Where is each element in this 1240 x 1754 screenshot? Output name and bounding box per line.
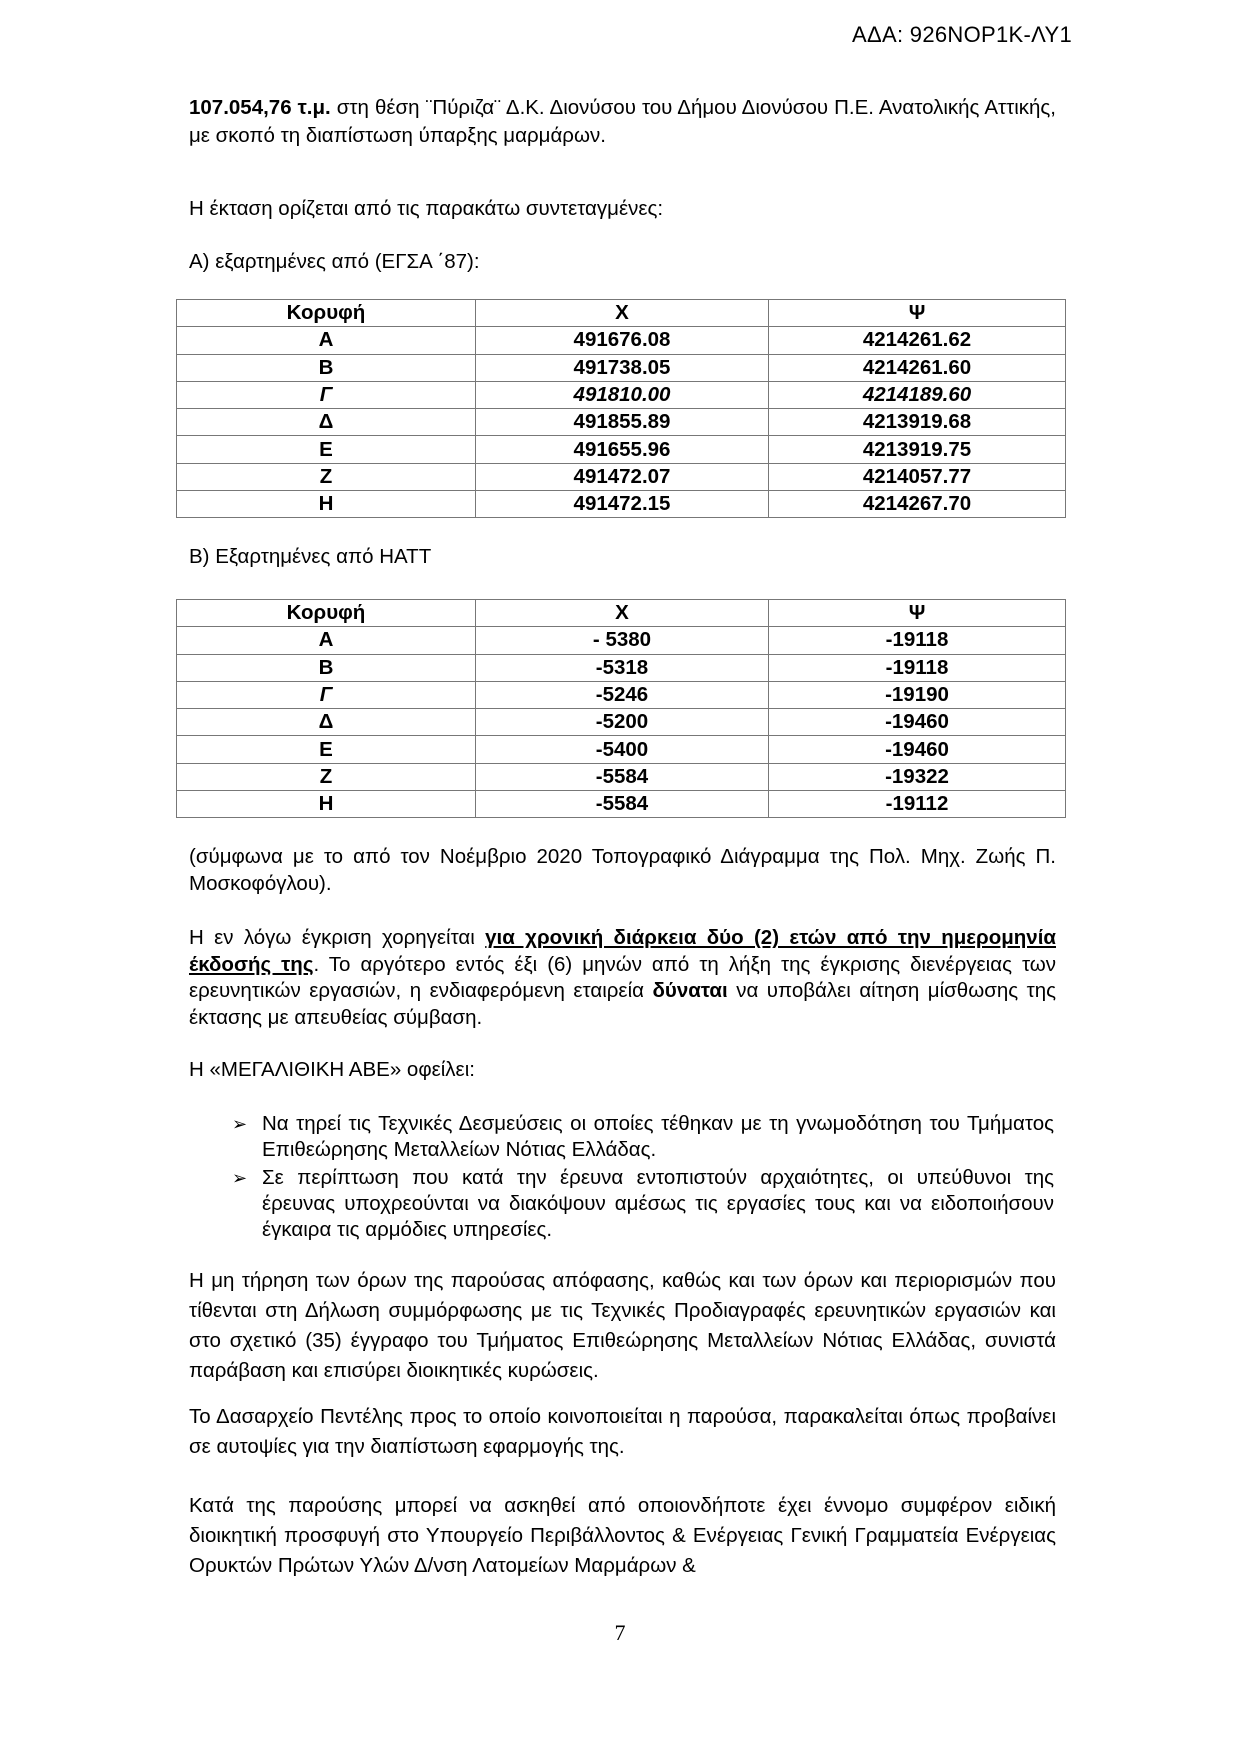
section-a-title: Α) εξαρτημένες από (ΕΓΣΑ ΄87): bbox=[189, 250, 480, 273]
y-value-cell: 4214261.62 bbox=[769, 327, 1066, 354]
section-b-title: Β) Εξαρτημένες από ΗΑΤΤ bbox=[189, 545, 432, 568]
y-value-cell: -19190 bbox=[769, 681, 1066, 708]
table-row bbox=[177, 709, 1066, 736]
y-value-cell: -19460 bbox=[769, 736, 1066, 763]
x-value-cell: 491655.96 bbox=[476, 436, 769, 463]
x-value-cell: 491738.05 bbox=[476, 354, 769, 381]
topographic-note: (σύμφωνα με το από τον Νοέμβριο 2020 Τοπογραφικό Διάγραμμα της Πολ. Μηχ. Ζωής Π. Μοσκοφόγλου). bbox=[189, 845, 1056, 895]
violation-paragraph: Η μη τήρηση των όρων της παρούσας απόφασης, καθώς και των όρων και περιορισμών που τίθενται στη Δήλωση συμμόρφωσης με τις Τεχνικές Προδιαγραφές ερευνητικών εργασιών και στο σχετικό (35) έγγραφο του Τμήματος Επιθεώρησης Μεταλλείων Νότιας Ελλάδας, συνιστά παράβαση και επισύρει διοικητικές κυρώσεις. bbox=[189, 1269, 1056, 1382]
table-row bbox=[177, 327, 1066, 354]
y-value-cell: -19118 bbox=[769, 627, 1066, 654]
table-row bbox=[177, 763, 1066, 790]
vertex-cell: Β bbox=[177, 354, 476, 381]
appeal-paragraph: Κατά της παρούσης μπορεί να ασκηθεί από οποιονδήποτε έχει έννομο συμφέρον ειδική διοικητική προσφυγή στο Υπουργείο Περιβάλλοντος & Ενέργειας Γενική Γραμματεία Ενέργειας Ορυκτών Πρώτων Υλών Δ/νση Λατομείων Μαρμάρων & bbox=[189, 1494, 1056, 1577]
y-value-cell: 4214267.70 bbox=[769, 491, 1066, 518]
arrow-bullet-icon: ➢ bbox=[232, 1168, 248, 1188]
table-header-row bbox=[177, 600, 1066, 627]
x-value-cell: -5200 bbox=[476, 709, 769, 736]
y-value-cell: 4214189.60 bbox=[769, 381, 1066, 408]
forestry-paragraph: Το Δασαρχείο Πεντέλης προς το οποίο κοινοποιείται η παρούσα, παρακαλείται όπως προβαίνει σε αυτοψίες για την διαπίστωση εφαρμογής της. bbox=[189, 1405, 1056, 1458]
table-row bbox=[177, 736, 1066, 763]
table-row bbox=[177, 791, 1066, 818]
approval-bold-word: δύναται bbox=[652, 979, 728, 1002]
vertex-cell: Ζ bbox=[177, 463, 476, 490]
y-value-cell: 4213919.68 bbox=[769, 409, 1066, 436]
coordinates-table-egsa87 bbox=[176, 299, 1066, 518]
x-value-cell: 491472.07 bbox=[476, 463, 769, 490]
page-number: 7 bbox=[614, 1620, 626, 1645]
vertex-cell: Ζ bbox=[177, 763, 476, 790]
table-header-cell: Ψ bbox=[769, 300, 1066, 327]
table-row bbox=[177, 681, 1066, 708]
table-row bbox=[177, 654, 1066, 681]
y-value-cell: -19460 bbox=[769, 709, 1066, 736]
vertex-cell: Δ bbox=[177, 709, 476, 736]
vertex-cell: Α bbox=[177, 327, 476, 354]
vertex-cell: Ε bbox=[177, 436, 476, 463]
table-header-cell: Χ bbox=[476, 600, 769, 627]
approval-text-3: να υποβάλει αίτηση μίσθωσης της έκτασης με απευθείας σύμβαση. bbox=[189, 979, 1056, 1029]
coordinates-table-hatt bbox=[176, 599, 1066, 818]
x-value-cell: -5246 bbox=[476, 681, 769, 708]
obligations-list bbox=[232, 1111, 1054, 1245]
intro-paragraph bbox=[189, 94, 1056, 150]
vertex-cell: Δ bbox=[177, 409, 476, 436]
table-header-cell: Χ bbox=[476, 300, 769, 327]
x-value-cell: 491676.08 bbox=[476, 327, 769, 354]
table-row bbox=[177, 409, 1066, 436]
vertex-cell: Α bbox=[177, 627, 476, 654]
list-item bbox=[232, 1165, 1054, 1243]
list-item-text: Να τηρεί τις Τεχνικές Δεσμεύσεις οι οποίες τέθηκαν με τη γνωμοδότηση του Τμήματος Επιθεώρησης Μεταλλείων Νότιας Ελλάδας. bbox=[262, 1112, 1054, 1161]
y-value-cell: -19322 bbox=[769, 763, 1066, 790]
vertex-cell: Γ bbox=[177, 681, 476, 708]
area-value: 107.054,76 τ.μ. bbox=[189, 96, 331, 119]
vertex-cell: Η bbox=[177, 491, 476, 518]
x-value-cell: -5584 bbox=[476, 791, 769, 818]
x-value-cell: -5318 bbox=[476, 654, 769, 681]
table-row bbox=[177, 627, 1066, 654]
list-item bbox=[232, 1111, 1054, 1163]
approval-duration: για χρονική διάρκεια δύο (2) ετών από την ημερομηνία έκδοσής της bbox=[189, 926, 1056, 976]
x-value-cell: -5584 bbox=[476, 763, 769, 790]
vertex-cell: Β bbox=[177, 654, 476, 681]
table-header-cell: Ψ bbox=[769, 600, 1066, 627]
list-item-text: Σε περίπτωση που κατά την έρευνα εντοπιστούν αρχαιότητες, οι υπεύθυνοι της έρευνας υποχρεούνται να διακόψουν αμέσως τις εργασίες τους και να ειδοποιήσουν έγκαιρα τις αρμόδιες υπηρεσίες. bbox=[262, 1166, 1054, 1241]
document-ada-code: ΑΔΑ: 926ΝΟΡ1Κ-ΛΥ1 bbox=[852, 22, 1072, 47]
vertex-cell: Η bbox=[177, 791, 476, 818]
table-header-row bbox=[177, 300, 1066, 327]
table-header-cell: Κορυφή bbox=[177, 300, 476, 327]
y-value-cell: 4214057.77 bbox=[769, 463, 1066, 490]
vertex-cell: Ε bbox=[177, 736, 476, 763]
coords-intro: Η έκταση ορίζεται από τις παρακάτω συντεταγμένες: bbox=[189, 197, 664, 220]
x-value-cell: -5400 bbox=[476, 736, 769, 763]
company-obligations-heading: Η «ΜΕΓΑΛΙΘΙΚΗ ΑΒΕ» οφείλει: bbox=[189, 1058, 475, 1081]
y-value-cell: -19118 bbox=[769, 654, 1066, 681]
x-value-cell: - 5380 bbox=[476, 627, 769, 654]
table-row bbox=[177, 381, 1066, 408]
approval-text-2: . Το αργότερο εντός έξι (6) μηνών από τη λήξη της έγκρισης διενέργειας των ερευνητικών εργασιών, η ενδιαφερόμενη εταιρεία bbox=[189, 952, 1057, 1002]
table-row bbox=[177, 354, 1066, 381]
table-header-cell: Κορυφή bbox=[177, 600, 476, 627]
y-value-cell: 4214261.60 bbox=[769, 354, 1066, 381]
x-value-cell: 491855.89 bbox=[476, 409, 769, 436]
approval-paragraph bbox=[189, 925, 1056, 1031]
intro-text: στη θέση ¨Πύριζα¨ Δ.Κ. Διονύσου του Δήμου Διονύσου Π.Ε. Ανατολικής Αττικής, με σκοπό τη διαπίστωση ύπαρξης μαρμάρων. bbox=[189, 96, 1056, 147]
table-row bbox=[177, 463, 1066, 490]
arrow-bullet-icon: ➢ bbox=[232, 1114, 248, 1134]
approval-text-1: Η εν λόγω έγκριση χορηγείται bbox=[189, 926, 486, 949]
table-row bbox=[177, 491, 1066, 518]
table-row bbox=[177, 436, 1066, 463]
x-value-cell: 491472.15 bbox=[476, 491, 769, 518]
vertex-cell: Γ bbox=[177, 381, 476, 408]
y-value-cell: -19112 bbox=[769, 791, 1066, 818]
y-value-cell: 4213919.75 bbox=[769, 436, 1066, 463]
x-value-cell: 491810.00 bbox=[476, 381, 769, 408]
